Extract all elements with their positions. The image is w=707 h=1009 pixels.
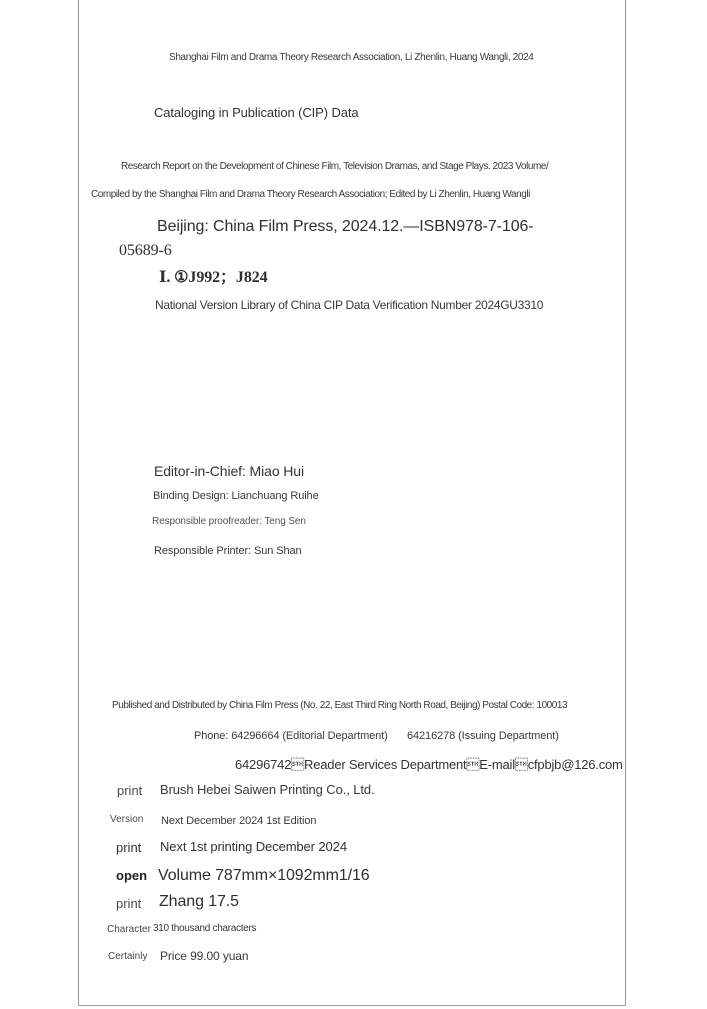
phone-editorial: Phone: 64296664 (Editorial Department): [194, 730, 388, 742]
spec-value-sheets: Zhang 17.5: [159, 893, 239, 910]
spec-value-version: Next December 2024 1st Edition: [161, 815, 317, 827]
responsible-proofreader: Responsible proofreader: Teng Sen: [152, 516, 306, 527]
copyright-page: [78, 0, 626, 1006]
spec-label-characters: Character: [107, 924, 151, 935]
spec-value-format: Volume 787mm×1092mm1/16: [158, 867, 370, 884]
cip-verification-number: National Version Library of China CIP Data Verification Number 2024GU3310: [155, 298, 544, 312]
spec-value-printing: Next 1st printing December 2024: [160, 839, 347, 854]
cip-line-3: Beijing: China Film Press, 2024.12.—ISBN978-7-106-: [157, 218, 534, 235]
phone-issuing: 64216278 (Issuing Department): [407, 730, 559, 742]
reader-services: 64296742Reader Services DepartmentE-mailcfpbjb@126.com: [235, 757, 623, 772]
spec-value-price: Price 99.00 yuan: [160, 949, 249, 963]
spec-label-version: Version: [110, 814, 144, 825]
spec-label-printing: print: [116, 840, 142, 855]
responsible-printer: Responsible Printer: Sun Shan: [154, 545, 302, 557]
spec-label-price: Certainly: [108, 951, 148, 962]
publisher-info: Published and Distributed by China Film Press (No. 22, East Third Ring North Road, Beijing) Postal Code: 100013: [112, 700, 568, 711]
spec-label-printer: print: [117, 783, 143, 798]
cip-classification: Ⅰ. ①J992；J824: [159, 269, 268, 286]
cip-line-2: Compiled by the Shanghai Film and Drama Theory Research Association; Edited by Li Zhenlin, Huang Wangli: [91, 189, 530, 200]
spec-value-printer: Brush Hebei Saiwen Printing Co., Ltd.: [160, 782, 375, 797]
cip-line-1: Research Report on the Development of Chinese Film, Television Dramas, and Stage Plays. 2023 Volume/: [121, 161, 549, 172]
spec-label-format: open: [116, 868, 148, 883]
cip-line-4: 05689-6: [119, 242, 172, 259]
copyright-notice: Shanghai Film and Drama Theory Research Association, Li Zhenlin, Huang Wangli, 2024: [169, 52, 534, 63]
spec-value-characters: 310 thousand characters: [153, 923, 257, 934]
editor-in-chief: Editor-in-Chief: Miao Hui: [154, 463, 304, 479]
binding-design: Binding Design: Lianchuang Ruihe: [153, 490, 319, 502]
spec-label-sheets: print: [116, 896, 142, 911]
cip-title: Cataloging in Publication (CIP) Data: [154, 105, 359, 120]
